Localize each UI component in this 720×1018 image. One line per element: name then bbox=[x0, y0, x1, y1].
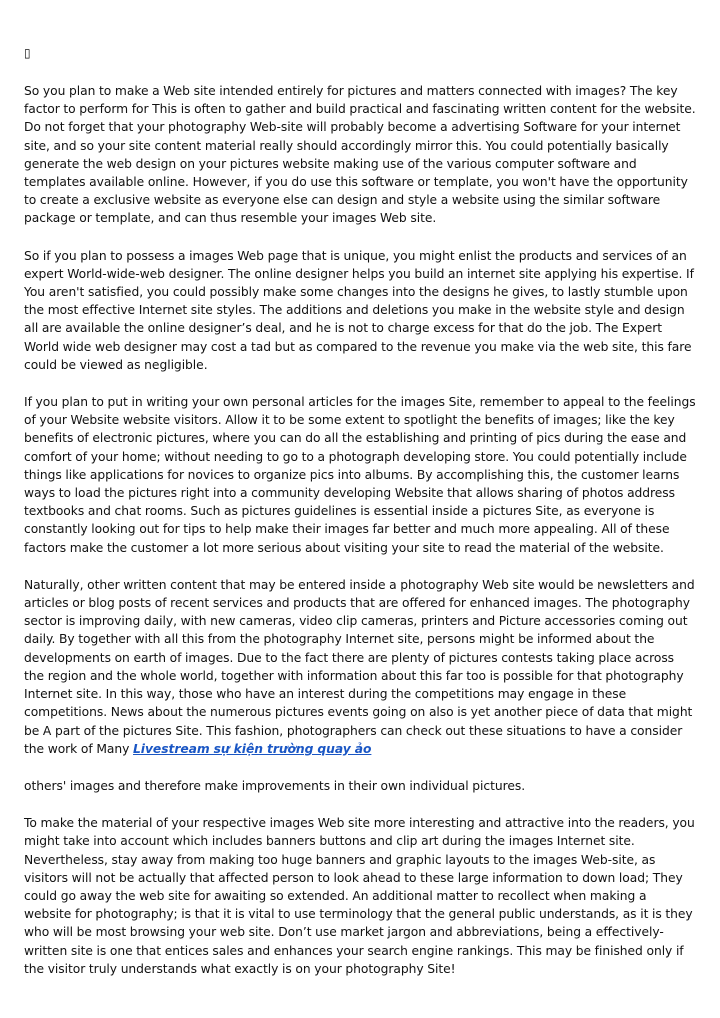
paragraph-3: If you plan to put in writing your own personal articles for the images Site, remember to appeal to the feelings of your Website website visitors. Allow it to be some extent to spotlight the benefits of images; like the key benefits of electronic pictures, where you can do all the establishing and printing of pics during the ease and comfort of your home; without needing to go to a photograph developing store. You could potentially include things like applications for novices to organize pics into albums. By accomplishing this, the customer learns ways to load the pictures right into a community developing Website that allows sharing of photos address textbooks and chat rooms. Such as pictures guidelines is essential inside a pictures Site, as everyone is constantly looking out for tips to help make their images far better and much more appealing. All of these factors make the customer a lot more serious about visiting your site to read the material of the website. bbox=[24, 395, 696, 555]
paragraph-4 bbox=[24, 576, 696, 758]
document-body bbox=[24, 44, 696, 997]
livestream-link[interactable]: Livestream sự kiện trường quay ảo bbox=[133, 741, 372, 756]
paragraph-2: So if you plan to possess a images Web page that is unique, you might enlist the products and services of an expert World-wide-web designer. The online designer helps you build an internet site applying his expertise. If You aren't satisfied, you could possibly make some changes into the designs he gives, to lastly stumble upon the most effective Internet site styles. The additions and deletions you make in the website style and design all are available the online designer’s deal, and he is not to charge excess for that do the job. The Expert World wide web designer may cost a tad but as compared to the revenue you make via the web site, this fare could be viewed as negligible. bbox=[24, 248, 694, 372]
paragraph-4-text: Naturally, other written content that may be entered inside a photography Web site would be newsletters and articles or blog posts of recent services and products that are offered for enhanced images. The photography sector is improving daily, with new cameras, video clip cameras, printers and Picture accessories coming out daily. By together with all this from the photography Internet site, persons might be informed about the developments on earth of images. Due to the fact there are plenty of pictures contests taking place across the region and the whole world, together with information about this far too is possible for that photography Internet site. In this way, those who have an interest during the competitions may engage in these competitions. News about the numerous pictures events going on also is yet another piece of data that might be A part of the pictures Site. This fashion, photographers can check out these situations to have a consider the work of Many bbox=[24, 577, 695, 756]
paragraph-6: To make the material of your respective images Web site more interesting and attractive into the readers, you might take into account which includes banners buttons and clip art during the images Internet site. Nevertheless, stay away from making too huge banners and graphic layouts to the images Web-site, as visitors will not be actually that affected person to look ahead to these large information to down load; They could go away the web site for awaiting so extended. An additional matter to recollect when making a website for photography; is that it is vital to use terminology that the general public understands, as it is they who will be most browsing your web site. Don’t use market jargon and abbreviations, being a effectively-written site is one that entices sales and enhances your search engine rankings. This may be finished only if the visitor truly understands what exactly is on your photography Site! bbox=[24, 816, 695, 976]
paragraph-5: others' images and therefore make improvements in their own individual pictures. bbox=[24, 778, 526, 793]
missing-glyph-icon: ▯ bbox=[24, 46, 31, 60]
paragraph-1: So you plan to make a Web site intended entirely for pictures and matters connected with images? The key factor to perform for This is often to gather and build practical and fascinating written content for the website. Do not forget that your photography Web-site will probably become a advertising Software for your internet site, and so your site content material really should accordingly mirror this. You could potentially basically generate the web design on your pictures website making use of the various computer software and templates available online. However, if you do use this software or template, you won't have the opportunity to create a exclusive website as everyone else can design and style a website using the similar software package or template, and can thus resemble your images Web site. bbox=[24, 84, 696, 226]
